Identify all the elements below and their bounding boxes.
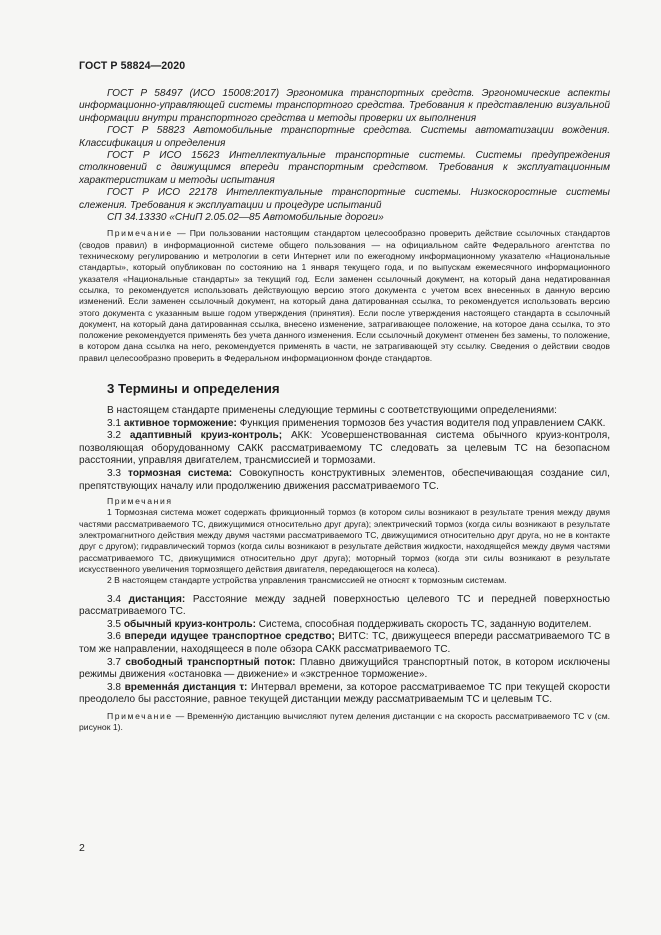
term-3-8: 3.8 временнáя дистанция τ: Интервал времени, за которое рассматриваемое ТС при текущей скорости преодолело бы расстояние, равное текущей дистанции между рассматриваемым ТС и целевым ТС.	[79, 681, 610, 706]
term-name: тормозная система:	[128, 468, 233, 479]
term-definition: Расстояние между задней поверхностью целевого ТС и передней поверхностью рассматриваемого ТС.	[79, 593, 610, 618]
term-3-3: 3.3 тормозная система: Совокупность конструктивных элементов, обеспечивающая создание сил, препятствующих началу или продолжению движения рассматриваемого ТС.	[79, 468, 610, 492]
note-item: 1 Тормозная система может содержать фрикционный тормоз (в котором силы возникают в результате трения между двумя частями рассматриваемого ТС, движущимися относительно друг друга); электрический тормоз (когда силы возникают в результате электромагнитного действия между двумя частями рассматриваемого ТС, движущимися относительно друг друга, но не в контакте друг с другом); гидравлический тормоз (когда силы возникают в результате действия жидкости, находящейся между двумя частями рассматриваемого ТС, движущимися относительно друг друга); моторный тормоз (когда эти силы возникают в результате искусственного увеличения тормозящего действия двигателя, передающегося на колеса).	[79, 507, 610, 574]
term-name: дистанция:	[128, 593, 186, 605]
reference-item: СП 34.13330 «СНиП 2.05.02—85 Автомобильные дороги»	[107, 212, 384, 224]
reference-item: ГОСТ Р ИСО 15623 Интеллектуальные транспортные системы. Системы предупреждения столкновений с движущимся впереди транспортным средством. Требования к эксплуатационным характеристикам и методы испытания	[79, 150, 610, 186]
term-definition: Плавно движущийся транспортный поток, в котором исключены режимы движения «остановка — движение» и «экстренное торможение».	[79, 656, 610, 681]
term-name: адаптивный круиз-контроль;	[129, 430, 283, 442]
term-name: обычный круиз-контроль:	[123, 618, 256, 630]
term-name: свободный транспортный поток:	[125, 656, 296, 668]
term-name: временнáя дистанция τ:	[124, 681, 248, 693]
term-definition: АКК: Усовершенствованная система обычного круиз-контроля, позволяющая оборудованному САКК рассматриваемому ТС следовать за целевым ТС на безопасном расстоянии, управляя двигателем, трансмиссией и тормозами.	[79, 430, 611, 467]
page-number: 2	[79, 842, 85, 854]
note-time-gap	[79, 711, 610, 734]
note-text: — Временнýю дистанцию вычисляют путем деления дистанции c на скорость рассматриваемого ТС v (см. рисунок 1).	[79, 710, 611, 733]
reference-item: ГОСТ Р 58823 Автомобильные транспортные средства. Системы автоматизации вождения. Классификация и определения	[79, 125, 610, 149]
term-3-1: 3.1 активное торможение: Функция применения тормозов без участия водителя под управлением САКК.	[107, 417, 606, 429]
term-definition: Функция применения тормозов без участия водителя под управлением САКК.	[239, 417, 606, 429]
note-references	[79, 228, 610, 364]
term-definition: Совокупность конструктивных элементов, обеспечивающая создание сил, препятствующих началу или продолжению движения рассматриваемого ТС.	[79, 468, 610, 492]
note-text: — При пользовании настоящим стандартом целесообразно проверить действие ссылочных стандартов (сводов правил) в информационной системе общего пользования — на официальном сайте Федерального агентства по техническому регулированию и метрологии в сети Интернет или по ежегодному информационному указателю «Национальные стандарты», который опубликован по состоянию на 1 января текущего года, и по выпускам ежемесячного информационного указателя «Национальные стандарты» за текущий год. Если заменен ссылочный документ, на который дана недатированная ссылка, то рекомендуется использовать действующую версию этого документа с учетом всех внесенных в данную версию изменений. Если заменен ссылочный документ, на который дана датированная ссылка, то рекомендуется использовать версию этого документа с указанным выше годом утверждения (принятия). Если после утверждения настоящего стандарта в ссылочный документ, на который дана датированная ссылка, внесено изменение, затрагивающее положение, на которое дана ссылка, то это положение рекомендуется применять без учета данного изменения. Если ссылочный документ отменен без замены, то положение, в котором дана ссылка на него, рекомендуется применять в части, не затрагивающей эту ссылку. Сведения о действии сводов правил целесообразно проверить в Федеральном информационном фонде стандартов.	[79, 228, 611, 363]
page-content	[79, 88, 610, 734]
notes-label: Примечания	[107, 496, 173, 507]
term-3-5: 3.5 обычный круиз-контроль: Система, способная поддерживать скорость ТС, заданную водителем.	[107, 618, 592, 630]
reference-item: ГОСТ Р 58497 (ИСО 15008:2017) Эргономика транспортных средств. Эргономические аспекты информационно-управляющей системы транспортного средства. Требования к представлению визуальной информации внутри транспортного средства и методы проверки их выполнения	[79, 88, 610, 124]
note-label: Примечание	[107, 710, 173, 721]
term-name: активное торможение:	[123, 417, 237, 429]
term-name: впереди идущее транспортное средство;	[124, 631, 335, 643]
term-3-2: 3.2 адаптивный круиз-контроль; АКК: Усовершенствованная система обычного круиз-контроля, позволяющая оборудованному САКК рассматриваемому ТС следовать за целевым ТС на безопасном расстоянии, управляя двигателем, трансмиссией и тормозами.	[79, 430, 611, 467]
section-heading: 3 Термины и определения	[107, 381, 280, 397]
term-definition: Интервал времени, за которое рассматриваемое ТС при текущей скорости преодолело бы расстояние, равное текущей дистанции между рассматриваемым ТС и целевым ТС.	[79, 681, 610, 706]
term-definition: ВИТС: ТС, движущееся впереди рассматриваемого ТС в том же направлении, находящееся в поле обзора САКК рассматриваемого ТС.	[79, 631, 610, 655]
term-3-4: 3.4 дистанция: Расстояние между задней поверхностью целевого ТС и передней поверхностью рассматриваемого ТС.	[79, 593, 610, 618]
term-definition: Система, способная поддерживать скорость ТС, заданную водителем.	[258, 618, 592, 630]
note-item: 2 В настоящем стандарте устройства управления трансмиссией не относят к тормозным системам.	[107, 575, 507, 586]
term-3-6: 3.6 впереди идущее транспортное средство; ВИТС: ТС, движущееся впереди рассматриваемого ТС в том же направлении, находящееся в поле обзора САКК рассматриваемого ТС.	[79, 631, 610, 655]
document-header: ГОСТ Р 58824—2020	[79, 60, 186, 72]
term-3-7: 3.7 свободный транспортный поток: Плавно движущийся транспортный поток, в котором исключены режимы движения «остановка — движение» и «экстренное торможение».	[79, 656, 610, 681]
note-label: Примечание	[107, 228, 173, 239]
section-intro: В настоящем стандарте применены следующие термины с соответствующими определениями:	[107, 405, 557, 417]
reference-item: ГОСТ Р ИСО 22178 Интеллектуальные транспортные системы. Низкоскоростные системы слежения. Требования к эксплуатации и процедуре испытаний	[79, 187, 610, 211]
